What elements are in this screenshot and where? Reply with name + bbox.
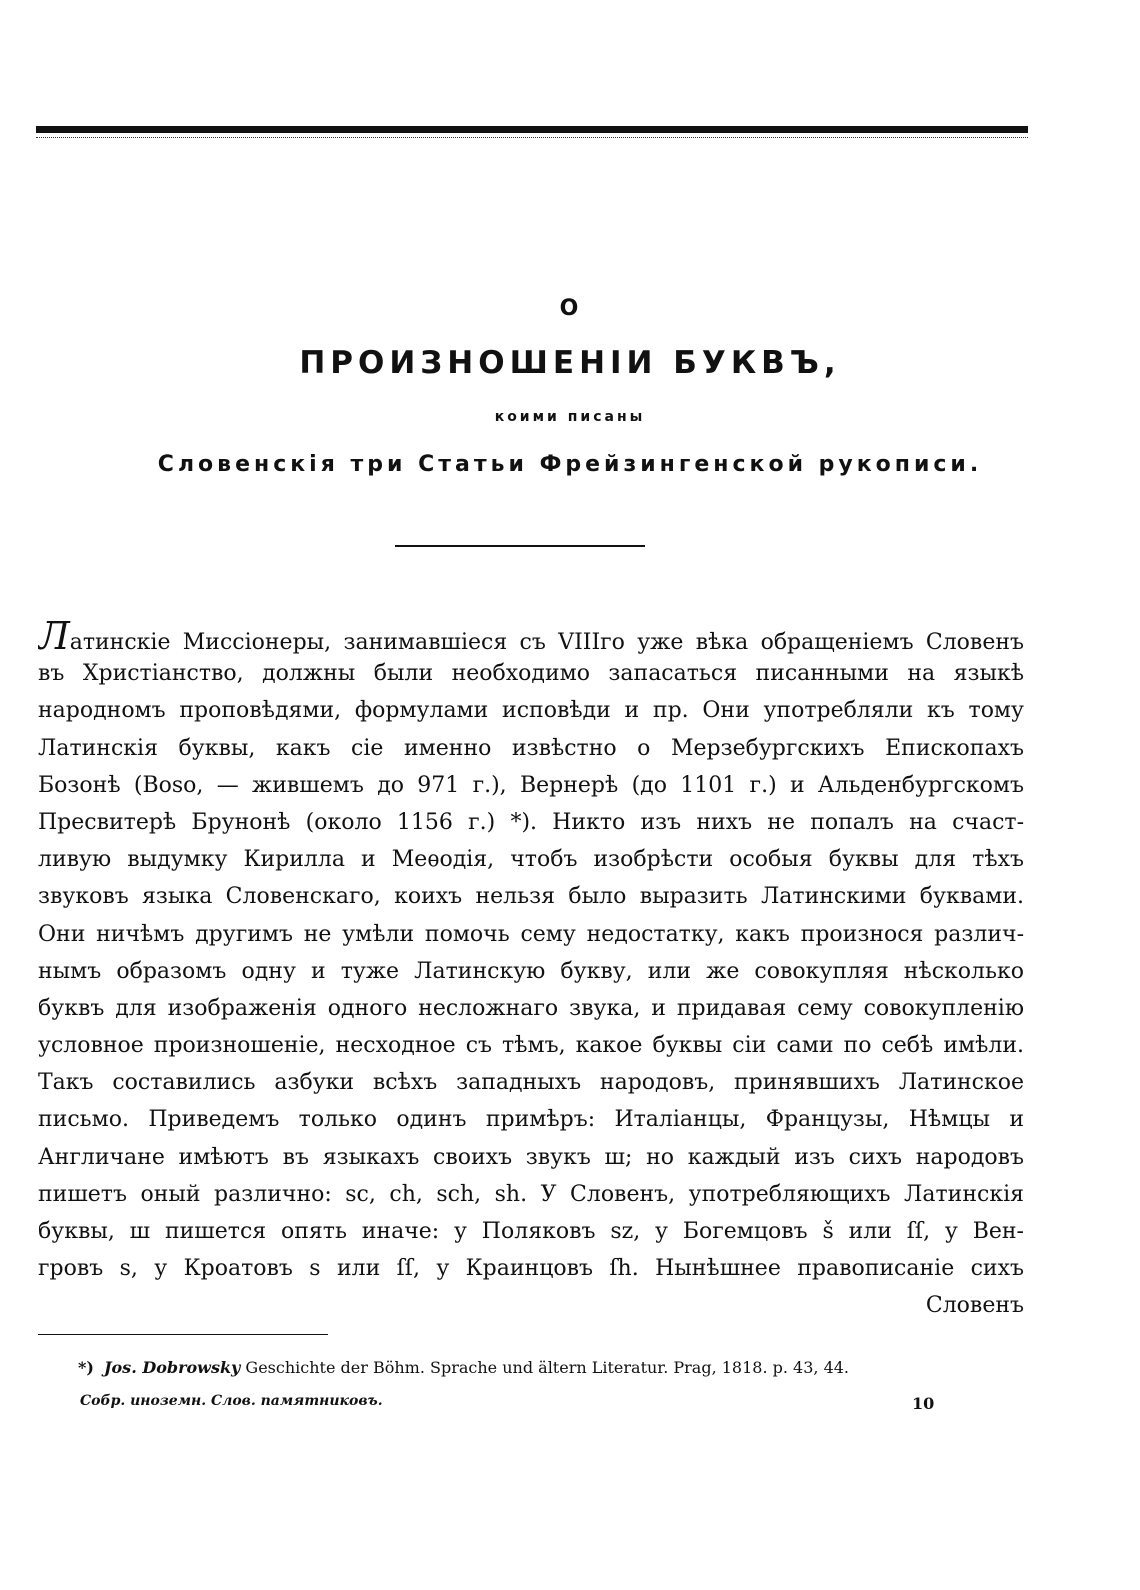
footnote-author: Jos. Dobrowsky [103, 1358, 241, 1377]
footnote-text: Geschichte der Böhm. Sprache und ältern Literatur. Prag, 1818. p. 43, 44. [245, 1358, 850, 1377]
title-subtitle: коими писаны [494, 409, 646, 425]
text-line: гровъ s, у Кроатовъ s или ſſ, у Краинцовъ ſh. Нынѣшнее правописаніе сихъ [38, 1256, 1024, 1282]
text-line: Бозонѣ (Boso, — жившемъ до 971 г.), Вернерѣ (до 1101 г.) и Альденбургскомъ [38, 772, 1024, 798]
text-line: условное произношеніе, несходное съ тѣмъ, какое буквы сіи сами по себѣ имѣли. [38, 1033, 1024, 1059]
text-line: пишетъ оный различно: sc, ch, sch, sh. У Словенъ, употребляющихъ Латинскія [38, 1181, 1024, 1207]
text-line: народномъ проповѣдями, формулами исповѣди и пр. Они употребляли къ тому [38, 698, 1024, 724]
footnote-mark: *) [78, 1358, 94, 1377]
title-subtitle-2: Словенскія три Статьи Фрейзингенской рукописи. [157, 452, 983, 477]
text-line: звуковъ языка Словенскаго, коихъ нельзя было выразить Латинскими буквами. [38, 884, 1024, 910]
title-divider [395, 545, 645, 547]
footnote [78, 1358, 978, 1377]
text-line: нымъ образомъ одну и туже Латинскую букву, или же совокупляя нѣсколько [38, 958, 1024, 984]
text-line: въ Христіанство, должны были необходимо запасаться писанными на языкѣ [38, 661, 1024, 687]
text-line: ливую выдумку Кирилла и Меѳодія, чтобъ изобрѣсти особыя буквы для тѣхъ [38, 847, 1024, 873]
top-rule-thick [36, 126, 1028, 133]
source-line: Собр. иноземн. Слов. памятниковъ. [80, 1393, 383, 1409]
text-line: Латинскія буквы, какъ сіе именно извѣстно о Мерзебургскихъ Епископахъ [38, 735, 1024, 761]
catchword: Словенъ [925, 1293, 1024, 1319]
page-title: ПРОИЗНОШЕНІИ БУКВЪ, [299, 345, 841, 381]
title-preposition: О [559, 296, 581, 321]
drop-cap: Л [38, 618, 70, 656]
text-line: Такъ составились азбуки всѣхъ западныхъ народовъ, принявшихъ Латинское [38, 1070, 1024, 1096]
text-line: письмо. Приведемъ только одинъ примѣръ: Италіанцы, Французы, Нѣмцы и [38, 1107, 1024, 1133]
body-paragraph [38, 618, 1024, 1325]
text-line: Они ничѣмъ другимъ не умѣли помочь сему недостатку, какъ произнося различ- [38, 921, 1024, 947]
text-line: буквы, ш пишется опять иначе: у Поляковъ sz, у Богемцовъ š или ſſ, у Вен- [38, 1219, 1024, 1244]
text-line: Англичане имѣютъ въ языкахъ своихъ звукъ ш; но каждый изъ сихъ народовъ [38, 1144, 1024, 1170]
text-line: Пресвитерѣ Брунонѣ (около 1156 г.) *). Никто изъ нихъ не попалъ на счаст- [38, 809, 1024, 835]
text-line: буквъ для изображенія одного несложнаго звука, и придавая сему совокупленію [38, 995, 1024, 1021]
top-rule-thin [36, 137, 1028, 139]
signature-number: 10 [912, 1394, 935, 1413]
text-line: Латинскіе Миссіонеры, занимавшіеся съ VIIIго уже вѣка обращеніемъ Словенъ [38, 618, 1024, 655]
footnote-rule [38, 1334, 328, 1335]
